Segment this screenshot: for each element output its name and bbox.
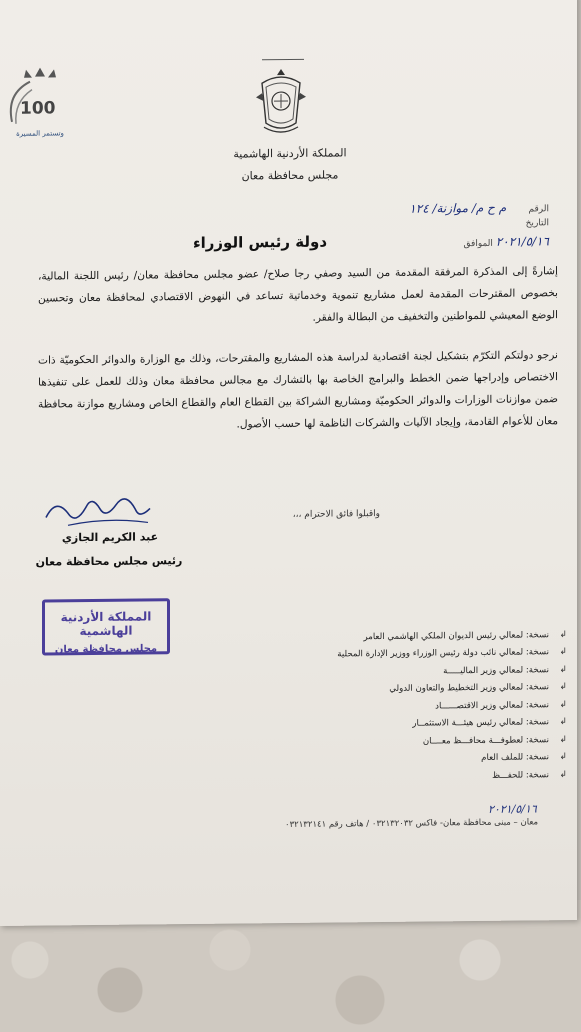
arrow-left-icon: ↲ [559,682,567,693]
signatory-title: رئيس مجلس محافظة معان [35,554,183,569]
arrow-left-icon: ↲ [559,699,567,710]
date-line [509,218,549,228]
list-item: ↲ نسخة: للحفـــظ [492,769,567,781]
arrow-left-icon: ↲ [559,647,567,658]
hijri-line [453,234,549,249]
centennial-logo-icon [4,67,76,138]
council-name: مجلس محافظة معان [241,168,339,183]
list-item: ↲ نسخة: لمعالي وزير الاقتصــــــاد [435,699,567,712]
arrow-left-icon: ↲ [559,734,567,745]
reference-line [409,200,549,215]
centennial-slogan: وتستمر المسيرة [16,129,64,138]
coat-of-arms-icon [252,67,310,140]
kingdom-name: المملكة الأردنية الهاشمية [233,146,347,161]
ref-label: الرقم [528,204,549,215]
svg-text:100: 100 [20,98,56,119]
stamp-line-2: مجلس محافظة معان [54,643,158,656]
list-item: ↲ نسخة: لمعالي رئيس هيئـــة الاستثمــار [412,717,567,729]
arrow-left-icon: ↲ [559,717,567,728]
list-item: ↲ نسخة: لمعالي وزير الماليـــــة [443,664,567,677]
header-rule [262,59,304,66]
copies-list [227,626,567,787]
list-item: ↲ نسخة: للملف العام [481,752,567,764]
list-item: ↲ نسخة: لعطوفـــة محافـــظ معــــان [422,734,567,747]
arrow-left-icon: ↲ [559,752,567,763]
stamp-line-1: المملكة الأردنية الهاشمية [60,609,152,639]
list-item: ↲ نسخة: لمعالي رئيس الديوان الملكي الهاشمي العامر [363,629,567,642]
hijri-label: الموافق [463,238,493,250]
official-stamp [42,598,170,655]
closing-phrase: واقبلوا فائق الاحترام ،،، [292,509,380,520]
body-paragraph-1: إشارةً إلى المذكرة المرفقة المقدمة من السيد وصفي رجا صلاح/ عضو مجلس محافظة معان/ رئيس اللجنة المالية، بخصوص المقترحات المقدمة لعمل مشاريع تنموية وخدماتية تساعد في النهوض الاقتصادي لمحافظة معان وتحسين الوضع المعيشي للمواطنين والتخفيف من البطالة والفقر. [38,265,558,324]
arrow-left-icon: ↲ [559,769,567,780]
arrow-left-icon: ↲ [559,664,567,675]
list-item: ↲ نسخة: لمعالي نائب دولة رئيس الوزراء ووزير الإدارة المحلية [337,647,567,660]
handwritten-date: ٢٠٢١/٥/١٦ [488,802,537,816]
list-item: ↲ نسخة: لمعالي وزير التخطيط والتعاون الدولي [389,682,567,695]
arrow-left-icon: ↲ [559,629,567,640]
addressee: دولة رئيس الوزراء [192,232,328,252]
ref-value: م ح م/ موازنة/ ١٢٤ [409,200,507,216]
signatory-name: عبد الكريم الجازي [61,530,159,545]
footer-address: معان – مبنى محافظة معان- فاكس ٠٣٢١٣٢٠٣٢ / هاتف رقم ٠٣٢١٣٢١٤١ [285,817,538,831]
body-paragraph-2: نرجو دولتكم التكرّم بتشكيل لجنة اقتصادية لدراسة هذه المشاريع والمقترحات، وذلك مع الوزارة والدوائر الحكوميّة ذات الاختصاص وإدراجها ضمن الخطط والبرامج الخاصة بها بالتشارك مع مجالس محافظة معان وذلك للعمل على تنفيذها ضمن موازنات الوزارات والدوائر الحكوميّة ومشاريع الشراكة بين القطاع العام والقطاع الخاص ومشاريع موازنة محافظة معان للأعوام القادمة، وإيجاد الآليات والشركات الناظمة لها حسب الأصول. [38,349,558,431]
date-value: ٢٠٢١/٥/١٦ [495,234,549,249]
date-label: التاريخ [525,218,549,229]
